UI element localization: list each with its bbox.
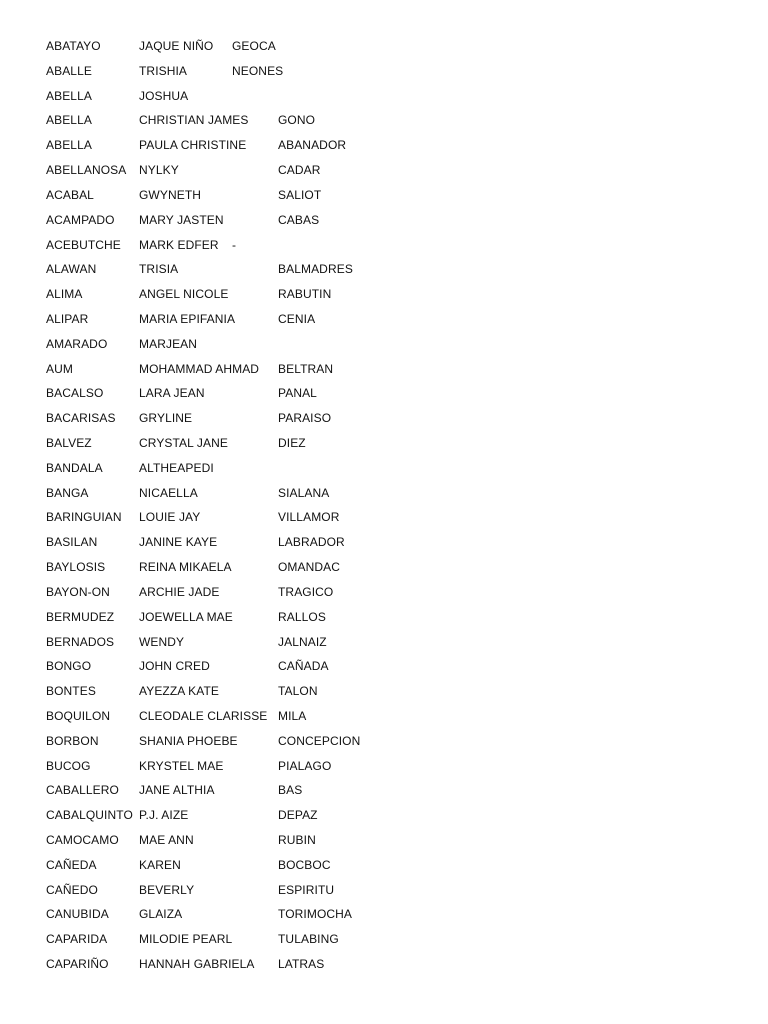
list-item	[46, 952, 746, 977]
last-name: ABATAYO	[46, 39, 101, 53]
first-name: JANINE KAYE	[139, 535, 218, 550]
list-item	[46, 729, 746, 754]
last-name: CAMOCAMO	[46, 833, 119, 847]
middle-name: OMANDAC	[278, 560, 341, 575]
middle-name: NEONES	[232, 63, 284, 78]
first-name: LOUIE JAY	[139, 510, 201, 525]
list-item	[46, 208, 746, 233]
middle-name: DIEZ	[278, 436, 306, 450]
last-name: BAYLOSIS	[46, 560, 106, 575]
first-name: JOHN CRED	[139, 659, 210, 674]
middle-name: ABANADOR	[278, 138, 347, 153]
first-name: NYLKY	[139, 163, 179, 178]
first-name: KAREN	[139, 857, 181, 872]
first-name: JOSHUA	[139, 88, 189, 103]
list-item	[46, 84, 746, 109]
list-item	[46, 778, 746, 803]
last-name: CAPARIDA	[46, 932, 108, 947]
list-item	[46, 704, 746, 729]
first-name: KRYSTEL MAE	[139, 758, 224, 773]
first-name: JAQUE NIÑO	[139, 39, 214, 53]
middle-name: DEPAZ	[278, 808, 318, 823]
middle-name: ESPIRITU	[278, 882, 335, 897]
first-name: ALTHEAPEDI	[139, 460, 214, 475]
list-item	[46, 158, 746, 183]
last-name: BALVEZ	[46, 436, 92, 450]
middle-name: GONO	[278, 113, 316, 128]
first-name: MARJEAN	[139, 336, 198, 351]
first-name: WENDY	[139, 634, 185, 649]
middle-name: CABAS	[278, 212, 320, 227]
first-name: JOEWELLA MAE	[139, 609, 233, 624]
list-item	[46, 580, 746, 605]
list-item	[46, 183, 746, 208]
last-name: BONTES	[46, 684, 96, 699]
list-item	[46, 878, 746, 903]
last-name: ACAMPADO	[46, 212, 115, 227]
last-name: AUM	[46, 361, 73, 376]
last-name: CAÑEDO	[46, 882, 98, 897]
first-name: LARA JEAN	[139, 386, 205, 401]
middle-name: CAÑADA	[278, 659, 329, 674]
list-item	[46, 307, 746, 332]
last-name: BONGO	[46, 659, 92, 674]
list-item	[46, 630, 746, 655]
last-name: ALAWAN	[46, 262, 97, 277]
middle-name: TORIMOCHA	[278, 907, 353, 922]
last-name: BARINGUIAN	[46, 510, 122, 525]
last-name: CABALQUINTO	[46, 808, 133, 823]
last-name: BERNADOS	[46, 634, 115, 649]
middle-name: JALNAIZ	[278, 634, 327, 649]
last-name: BANDALA	[46, 460, 103, 475]
list-item	[46, 282, 746, 307]
first-name: TRISHIA	[139, 63, 188, 78]
middle-name: MILA	[278, 708, 307, 723]
middle-name: TALON	[278, 684, 318, 699]
last-name: BORBON	[46, 733, 99, 748]
last-name: BOQUILON	[46, 708, 111, 723]
last-name: BAYON-ON	[46, 584, 110, 599]
last-name: BACALSO	[46, 386, 104, 401]
middle-name: TRAGICO	[278, 584, 334, 599]
last-name: ACABAL	[46, 187, 94, 202]
last-name: BUCOG	[46, 758, 91, 773]
first-name: PAULA CHRISTINE	[139, 138, 247, 153]
first-name: MARY JASTEN	[139, 212, 224, 227]
list-item	[46, 456, 746, 481]
middle-name: CONCEPCION	[278, 733, 361, 748]
list-item	[46, 754, 746, 779]
last-name: CAÑEDA	[46, 857, 97, 872]
list-item	[46, 431, 746, 456]
middle-name: RALLOS	[278, 609, 326, 624]
middle-name: SIALANA	[278, 485, 330, 500]
list-item	[46, 853, 746, 878]
middle-name: BELTRAN	[278, 361, 334, 376]
first-name: SHANIA PHOEBE	[139, 733, 238, 748]
middle-name: LATRAS	[278, 957, 325, 972]
middle-name: LABRADOR	[278, 535, 345, 550]
last-name: ABELLA	[46, 138, 92, 153]
list-item	[46, 828, 746, 853]
middle-name: BOCBOC	[278, 857, 331, 872]
first-name: MOHAMMAD AHMAD	[139, 361, 260, 376]
first-name: MILODIE PEARL	[139, 932, 233, 947]
middle-name: TULABING	[278, 932, 339, 947]
last-name: ABELLA	[46, 113, 92, 128]
last-name: ALIMA	[46, 287, 83, 302]
middle-name: RABUTIN	[278, 287, 332, 302]
first-name: CRYSTAL JANE	[139, 436, 229, 450]
list-item	[46, 505, 746, 530]
first-name: HANNAH GABRIELA	[139, 957, 255, 972]
middle-name: BAS	[278, 783, 303, 798]
first-name: CHRISTIAN JAMES	[139, 113, 249, 128]
list-item	[46, 555, 746, 580]
list-item	[46, 381, 746, 406]
middle-name: RUBIN	[278, 833, 316, 847]
first-name: REINA MIKAELA	[139, 560, 232, 575]
last-name: BANGA	[46, 485, 89, 500]
last-name: BASILAN	[46, 535, 98, 550]
first-name: JANE ALTHIA	[139, 783, 215, 798]
list-item	[46, 257, 746, 282]
last-name: ACEBUTCHE	[46, 237, 121, 252]
first-name: ARCHIE JADE	[139, 584, 220, 599]
name-list	[46, 34, 746, 977]
list-item	[46, 59, 746, 84]
list-item	[46, 108, 746, 133]
list-item	[46, 927, 746, 952]
last-name: BERMUDEZ	[46, 609, 115, 624]
first-name: TRISIA	[139, 262, 179, 277]
list-item	[46, 332, 746, 357]
first-name: AYEZZA KATE	[139, 684, 220, 699]
first-name: MARIA EPIFANIA	[139, 311, 236, 326]
list-item	[46, 357, 746, 382]
last-name: ABALLE	[46, 63, 92, 78]
middle-name: PARAISO	[278, 411, 332, 426]
last-name: CANUBIDA	[46, 907, 109, 922]
last-name: CABALLERO	[46, 783, 119, 798]
list-item	[46, 803, 746, 828]
first-name: P.J. AIZE	[139, 808, 189, 823]
list-item	[46, 654, 746, 679]
middle-name: CENIA	[278, 311, 316, 326]
first-name: CLEODALE CLARISSE	[139, 708, 268, 723]
last-name: BACARISAS	[46, 411, 116, 426]
list-item	[46, 34, 746, 59]
first-name: GRYLINE	[139, 411, 193, 426]
first-name: GWYNETH	[139, 187, 202, 202]
last-name: ABELLA	[46, 88, 92, 103]
list-item	[46, 133, 746, 158]
list-item	[46, 902, 746, 927]
first-name: MARK EDFER	[139, 237, 219, 252]
middle-name: CADAR	[278, 163, 321, 178]
middle-name: SALIOT	[278, 187, 322, 202]
list-item	[46, 233, 746, 258]
middle-name: GEOCA	[232, 39, 276, 53]
middle-name: -	[232, 237, 237, 252]
middle-name: BALMADRES	[278, 262, 353, 277]
list-item	[46, 679, 746, 704]
list-item	[46, 605, 746, 630]
last-name: ABELLANOSA	[46, 163, 127, 178]
list-item	[46, 406, 746, 431]
middle-name: VILLAMOR	[278, 510, 340, 525]
list-item	[46, 481, 746, 506]
first-name: BEVERLY	[139, 882, 195, 897]
list-item	[46, 530, 746, 555]
first-name: MAE ANN	[139, 833, 194, 847]
last-name: CAPARIÑO	[46, 957, 109, 972]
last-name: ALIPAR	[46, 311, 89, 326]
middle-name: PIALAGO	[278, 758, 332, 773]
middle-name: PANAL	[278, 386, 317, 401]
first-name: ANGEL NICOLE	[139, 287, 229, 302]
last-name: AMARADO	[46, 336, 108, 351]
first-name: NICAELLA	[139, 485, 198, 500]
first-name: GLAIZA	[139, 907, 183, 922]
